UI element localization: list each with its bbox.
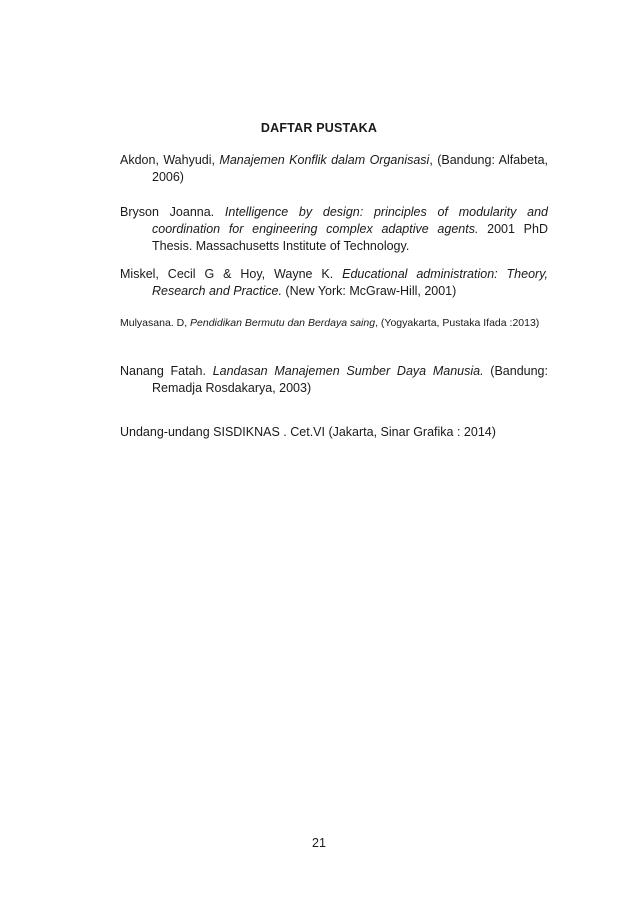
reference-text: Akdon, Wahyudi,: [120, 153, 220, 167]
reference-entry: [120, 424, 548, 441]
reference-text: 2001 PhD Thesis. Massachusetts Institute of Technology.: [152, 222, 548, 253]
reference-text: Undang-undang SISDIKNAS . Cet.VI (Jakarta, Sinar Grafika : 2014): [120, 425, 496, 439]
reference-text: (Bandung: Remadja Rosdakarya, 2003): [152, 364, 548, 395]
reference-entry: [120, 363, 548, 397]
reference-text: (New York: McGraw-Hill, 2001): [281, 284, 457, 298]
reference-title: Pendidikan Bermutu dan Berdaya saing: [190, 317, 376, 329]
reference-text: Nanang Fatah.: [120, 364, 213, 378]
reference-entry: [120, 204, 548, 255]
reference-entry: [120, 266, 548, 300]
reference-text: , (Yogyakarta, Pustaka Ifada :2013): [375, 317, 540, 329]
reference-entry: [120, 152, 548, 186]
reference-entry: [120, 315, 548, 332]
page-title: DAFTAR PUSTAKA: [260, 121, 378, 135]
reference-text: Miskel, Cecil G & Hoy, Wayne K.: [120, 267, 343, 281]
page-number: 21: [312, 836, 326, 850]
reference-title: Manajemen Konflik dalam Organisasi: [219, 153, 430, 167]
reference-text: , (Bandung: Alfabeta, 2006): [152, 153, 548, 184]
reference-title: Intelligence by design: principles of modularity and coordination for engineering complex adaptive agents.: [152, 205, 548, 236]
reference-text: Mulyasana. D,: [120, 317, 191, 329]
reference-title: Educational administration: Theory, Research and Practice.: [152, 267, 548, 298]
reference-title: Landasan Manajemen Sumber Daya Manusia.: [212, 364, 484, 378]
reference-text: Bryson Joanna.: [120, 205, 225, 219]
